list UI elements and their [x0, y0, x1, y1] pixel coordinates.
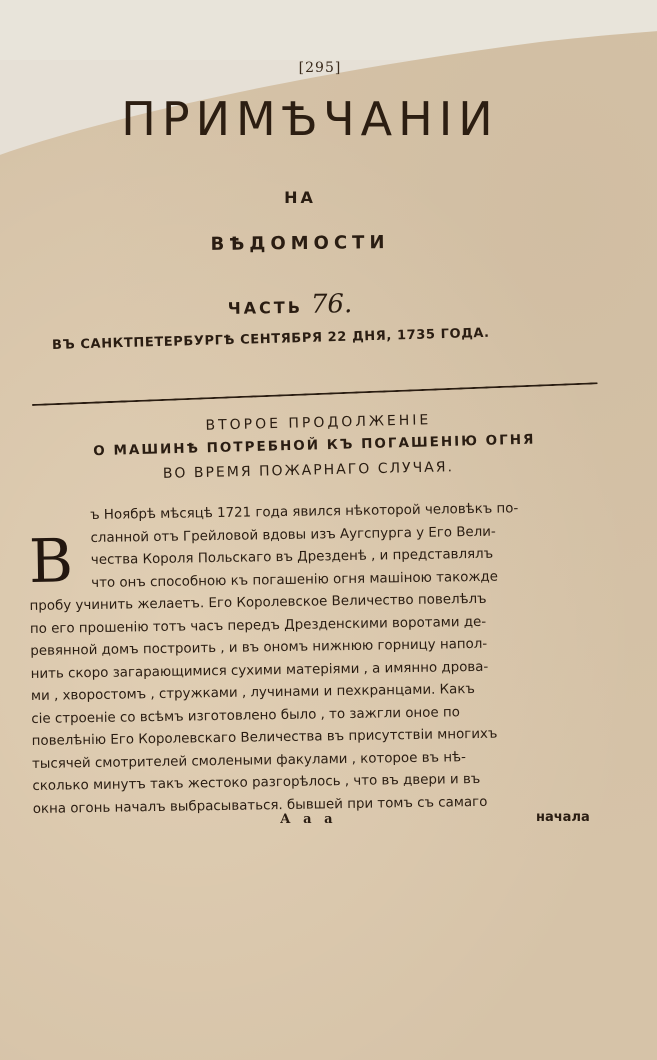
body-line: сколько минутъ такъ жестоко разгорѣлось , что въ двери и въ — [32, 771, 481, 794]
signature-mark: А а а — [280, 812, 337, 827]
body-line: сланной отъ Грейловой вдовы изъ Аугспурга у Его Вели- — [90, 524, 496, 546]
body-line: тысячей смотрителей смолеными факулами , которое въ нѣ- — [31, 749, 466, 772]
body-line: ревянной домъ построить , и въ ономъ нижнюю горницу напол- — [30, 636, 488, 659]
section-heading-2: О МАШИНѢ ПОТРЕБНОЙ КЪ ПОГАШЕНIЮ ОГНЯ — [93, 431, 536, 460]
page-title: ПРИМѢЧАНIИ — [121, 92, 499, 146]
body-line: по его прошенiю тотъ часъ передъ Дрезденскими воротами де- — [29, 614, 487, 637]
body-line: ъ Ноябрѣ мѣсяцѣ 1721 года явился нѣкоторой человѣкъ по- — [90, 501, 519, 524]
body-line: окна огонь началъ выбрасываться. бывшей при томъ съ самаго — [32, 794, 488, 817]
body-line: нить скоро загарающимися сухими матерiями , а имянно дрова- — [30, 659, 489, 682]
subtitle-on: НА — [284, 188, 316, 207]
catchword: начала — [536, 810, 590, 825]
body-line: что онъ способною къ погашенiю огня машiною такожде — [91, 569, 499, 591]
part-number: 76. — [310, 289, 353, 320]
drop-cap: В — [28, 526, 74, 597]
section-heading-1: ВТОРОЕ ПРОДОЛЖЕНIЕ — [205, 412, 432, 434]
part-heading — [0, 286, 610, 325]
body-line: ми , хворостомъ , стружками , лучинами и пехкранцами. Какъ — [30, 682, 475, 704]
section-heading-3: ВО ВРЕМЯ ПОЖАРНАГО СЛУЧАЯ. — [162, 459, 455, 482]
body-line: повелѣнiю Его Королевскаго Величества въ присутствiи многихъ — [31, 726, 498, 749]
body-line: чества Короля Польскаго въ Дрезденѣ , и представлялъ — [90, 546, 494, 569]
dateline: ВЪ САНКТПЕТЕРБУРГѢ СЕНТЯБРЯ 22 ДНЯ, 1735 ГОДА. — [51, 325, 490, 353]
page-number: [295] — [298, 60, 342, 76]
divider-rule — [32, 382, 598, 406]
subtitle-gazette: ВѢДОМОСТИ — [210, 232, 390, 255]
body-text — [28, 497, 613, 821]
body-line: сiе строенiе со всѣмъ изготовлено было , то зажгли оное по — [31, 704, 461, 727]
body-line: пробу учинить желаетъ. Его Королевское Величество повелѣлъ — [29, 591, 487, 614]
part-label: ЧАСТЬ — [227, 297, 304, 318]
